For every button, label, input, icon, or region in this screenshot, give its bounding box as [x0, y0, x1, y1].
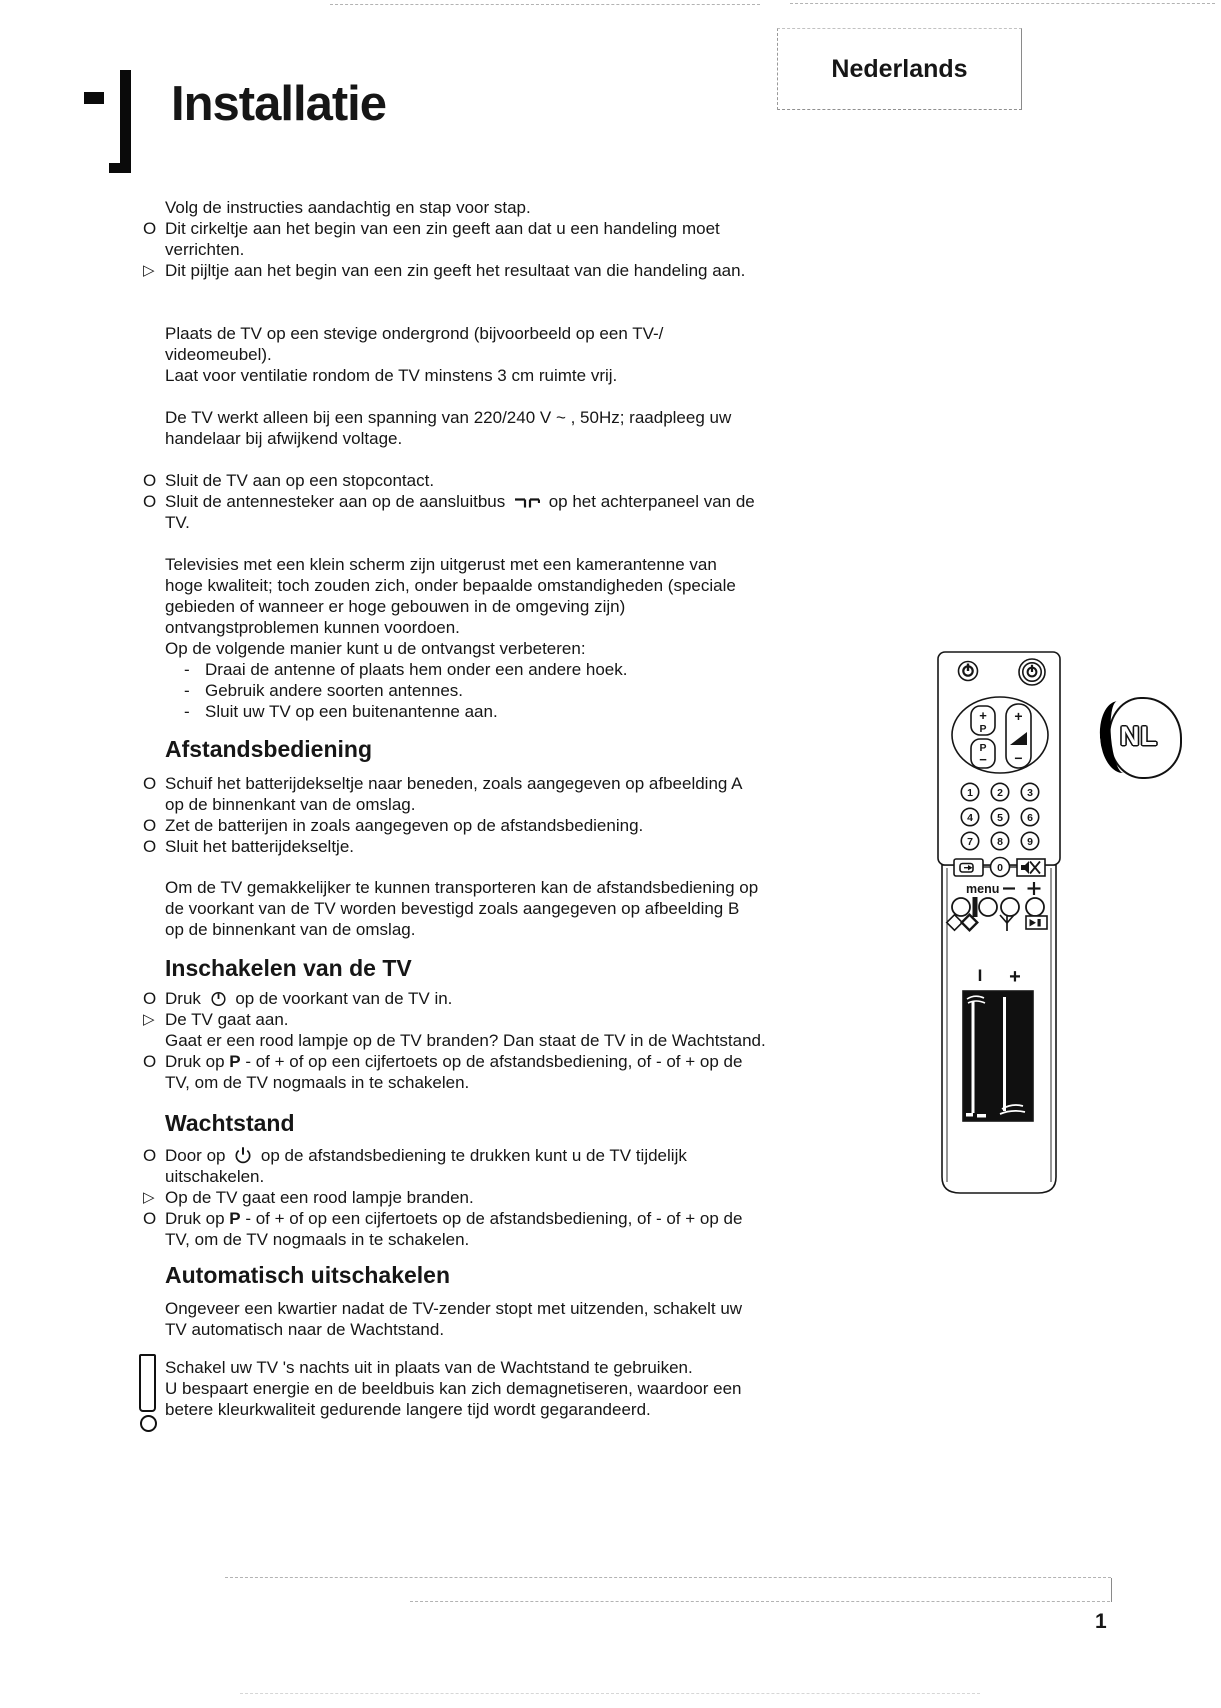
- action-marker: O: [143, 989, 157, 1008]
- text-line: ontvangstproblemen kunnen voordoen.: [165, 618, 460, 637]
- language-tab: [777, 28, 1022, 110]
- text-line: Schuif het batterijdekseltje naar beneden, zoals aangegeven op afbeelding A: [165, 774, 743, 793]
- standby-button: [1019, 659, 1045, 685]
- text-line: TV automatisch naar de Wachtstand.: [165, 1320, 445, 1339]
- svg-text:+: +: [1014, 708, 1023, 724]
- text-line: Gaat er een rood lampje op de TV branden? Dan staat de TV in de Wachtstand.: [165, 1031, 766, 1050]
- text-line: Volg de instructies aandachtig en stap voor stap.: [165, 198, 531, 217]
- text-line: de voorkant van de TV worden bevestigd zoals aangegeven op afbeelding B: [165, 899, 740, 918]
- svg-text:1: 1: [967, 787, 973, 799]
- text-line: Op de TV gaat een rood lampje branden.: [165, 1188, 474, 1207]
- section-heading: [165, 1110, 825, 1136]
- text-line: De TV werkt alleen bij een spanning van 220/240 V ~ , 50Hz; raadpleeg uw: [165, 408, 732, 427]
- mute-button: [1017, 859, 1045, 876]
- result-item: [143, 1187, 825, 1208]
- paragraph: [165, 1030, 825, 1051]
- text-line: betere kleurkwaliteit gedurende langere tijd wordt gegarandeerd.: [165, 1400, 651, 1419]
- text-line: Laat voor ventilatie rondom de TV minstens 3 cm ruimte vrij.: [165, 366, 618, 385]
- text-line: Plaats de TV op een stevige ondergrond (bijvoorbeeld op een TV-/: [165, 324, 664, 343]
- dash-marker: -: [184, 681, 190, 700]
- text-line: TV.: [165, 513, 190, 532]
- text-line: Op de volgende manier kunt u de ontvangst verbeteren:: [165, 639, 586, 658]
- digit-buttons: [961, 783, 1038, 849]
- text-line: Gebruik andere soorten antennes.: [205, 681, 464, 700]
- action-marker: O: [143, 816, 157, 835]
- text-line: Dit pijltje aan het begin van een zin geeft het resultaat van die handeling aan.: [165, 261, 746, 280]
- action-marker: O: [143, 219, 157, 238]
- text-line: Ongeveer een kwartier nadat de TV-zender stopt met uitzenden, schakelt uw: [165, 1299, 743, 1318]
- paragraph: [165, 407, 825, 449]
- action-marker: O: [143, 492, 157, 511]
- language-tab-label: Nederlands: [831, 54, 968, 83]
- note-paragraph: [165, 1357, 825, 1420]
- text-line: De TV gaat aan.: [165, 1010, 289, 1029]
- paragraph: [165, 877, 825, 940]
- text-line: Automatisch uitschakelen: [165, 1262, 451, 1288]
- result-item: [143, 1009, 825, 1030]
- svg-text:6: 6: [1027, 812, 1033, 824]
- text-line: op de binnenkant van de omslag.: [165, 920, 416, 939]
- section-heading: [165, 955, 825, 981]
- svg-text:7: 7: [967, 836, 973, 848]
- result-marker: ▷: [143, 1011, 155, 1028]
- svg-text:P: P: [979, 742, 987, 754]
- text-line: op de binnenkant van de omslag.: [165, 795, 416, 814]
- action-marker: O: [143, 1052, 157, 1071]
- text-line: Sluit de TV aan op een stopcontact.: [165, 471, 435, 490]
- instruction-item: [143, 1145, 825, 1187]
- action-marker: O: [143, 1209, 157, 1228]
- instruction-item: [143, 491, 825, 533]
- battery-plus-label: +: [1009, 966, 1021, 988]
- text-line: Dit cirkeltje aan het begin van een zin geeft aan dat u een handeling moet: [165, 219, 720, 238]
- instruction-item: [143, 1051, 825, 1093]
- list-item: [184, 701, 865, 722]
- svg-text:0: 0: [997, 862, 1003, 874]
- action-marker: O: [143, 1146, 157, 1165]
- text-line: Door op op de afstandsbediening te drukken kunt u de TV tijdelijk: [165, 1146, 687, 1165]
- text-line: Druk op P - of + of op een cijfertoets op de afstandsbediening, of - of + op de: [165, 1209, 743, 1228]
- action-marker: O: [143, 837, 157, 856]
- exclamation-icon: [139, 1354, 156, 1412]
- scan-artifact: [240, 1693, 980, 1694]
- svg-text:+: +: [979, 708, 987, 723]
- dash-marker: -: [184, 660, 190, 679]
- text-line: Draai de antenne of plaats hem onder een andere hoek.: [205, 660, 628, 679]
- svg-text:4: 4: [967, 812, 973, 824]
- action-marker: O: [143, 774, 157, 793]
- svg-text:8: 8: [997, 836, 1003, 848]
- svg-text:3: 3: [1027, 787, 1033, 799]
- text-line: uitschakelen.: [165, 1167, 265, 1186]
- menu-label: menu: [966, 882, 1000, 896]
- paragraph: [165, 323, 825, 386]
- text-line: Sluit uw TV op een buitenantenne aan.: [205, 702, 498, 721]
- scan-artifact: [330, 4, 760, 5]
- svg-text:P: P: [979, 723, 987, 735]
- text-line: verrichten.: [165, 240, 245, 259]
- battery-compartment: [963, 991, 1033, 1121]
- badge-label: NL: [1120, 721, 1158, 751]
- result-item: [143, 260, 825, 281]
- exclamation-icon-dot: [140, 1415, 157, 1432]
- battery-minus-label: I: [977, 966, 983, 985]
- remote-control-illustration: [930, 645, 1070, 1205]
- section-heading: [165, 1262, 825, 1288]
- svg-text:9: 9: [1027, 836, 1033, 848]
- list-item: [184, 680, 865, 701]
- text-line: Om de TV gemakkelijker te kunnen transporteren kan de afstandsbediening op: [165, 878, 759, 897]
- screen-button: [954, 859, 983, 876]
- action-marker: O: [143, 471, 157, 490]
- dash-marker: -: [184, 702, 190, 721]
- scan-artifact: [225, 1577, 1111, 1578]
- text-line: TV, om de TV nogmaals in te schakelen.: [165, 1230, 470, 1249]
- text-line: Schakel uw TV 's nachts uit in plaats van de Wachtstand te gebruiken.: [165, 1358, 693, 1377]
- text-line: Sluit het batterijdekseltje.: [165, 837, 354, 856]
- text-line: handelaar bij afwijkend voltage.: [165, 429, 403, 448]
- antenna-socket-icon: [514, 496, 540, 510]
- paragraph: [165, 197, 825, 218]
- text-line: Afstandsbediening: [165, 736, 373, 762]
- text-line: Inschakelen van de TV: [165, 955, 412, 981]
- chapter-mark-bar: [120, 70, 131, 173]
- result-marker: ▷: [143, 1189, 155, 1206]
- paragraph: [165, 1298, 825, 1340]
- svg-text:−: −: [1014, 750, 1023, 766]
- result-marker: ▷: [143, 262, 155, 279]
- page-number: 1: [1095, 1610, 1107, 1633]
- svg-text:2: 2: [997, 787, 1003, 799]
- text-line: Wachtstand: [165, 1110, 295, 1136]
- power-on-icon: [210, 990, 227, 1007]
- zero-button: [991, 858, 1010, 877]
- text-line: gebieden of wanneer er hoge gebouwen in de omgeving zijn): [165, 597, 626, 616]
- instruction-item: [143, 988, 825, 1009]
- scan-artifact: [790, 3, 1215, 4]
- paragraph: [165, 554, 825, 659]
- personal-preference-icon: [1026, 916, 1047, 929]
- text-line: Televisies met een klein scherm zijn uitgerust met een kamerantenne van: [165, 555, 717, 574]
- text-line: TV, om de TV nogmaals in te schakelen.: [165, 1073, 470, 1092]
- text-line: Druk op de voorkant van de TV in.: [165, 989, 453, 1008]
- instruction-item: [143, 218, 825, 260]
- standby-icon: [234, 1146, 252, 1164]
- page-title: Installatie: [171, 77, 387, 131]
- svg-text:5: 5: [997, 812, 1003, 824]
- text-line: Zet de batterijen in zoals aangegeven op de afstandsbediening.: [165, 816, 644, 835]
- svg-text:−: −: [979, 752, 987, 767]
- text-line: videomeubel).: [165, 345, 272, 364]
- nl-country-badge: [1100, 695, 1182, 779]
- text-line: Druk op P - of + of op een cijfertoets op de afstandsbediening, of - of + op de: [165, 1052, 743, 1071]
- scan-artifact: [1111, 1578, 1112, 1602]
- chapter-mark-foot: [109, 163, 131, 173]
- instruction-item: [143, 470, 825, 491]
- scan-artifact: [410, 1601, 1110, 1602]
- chapter-mark-square: [84, 92, 104, 104]
- text-line: hoge kwaliteit; toch zouden zich, onder bepaalde omstandigheden (speciale: [165, 576, 736, 595]
- instruction-item: [143, 815, 825, 836]
- instruction-item: [143, 1208, 825, 1250]
- section-heading: [165, 736, 825, 762]
- instruction-item: [143, 773, 825, 815]
- list-item: [184, 659, 865, 680]
- text-line: Sluit de antennesteker aan op de aansluitbus op het achterpaneel van de: [165, 492, 755, 511]
- text-line: U bespaart energie en de beeldbuis kan zich demagnetiseren, waardoor een: [165, 1379, 742, 1398]
- instruction-item: [143, 836, 825, 857]
